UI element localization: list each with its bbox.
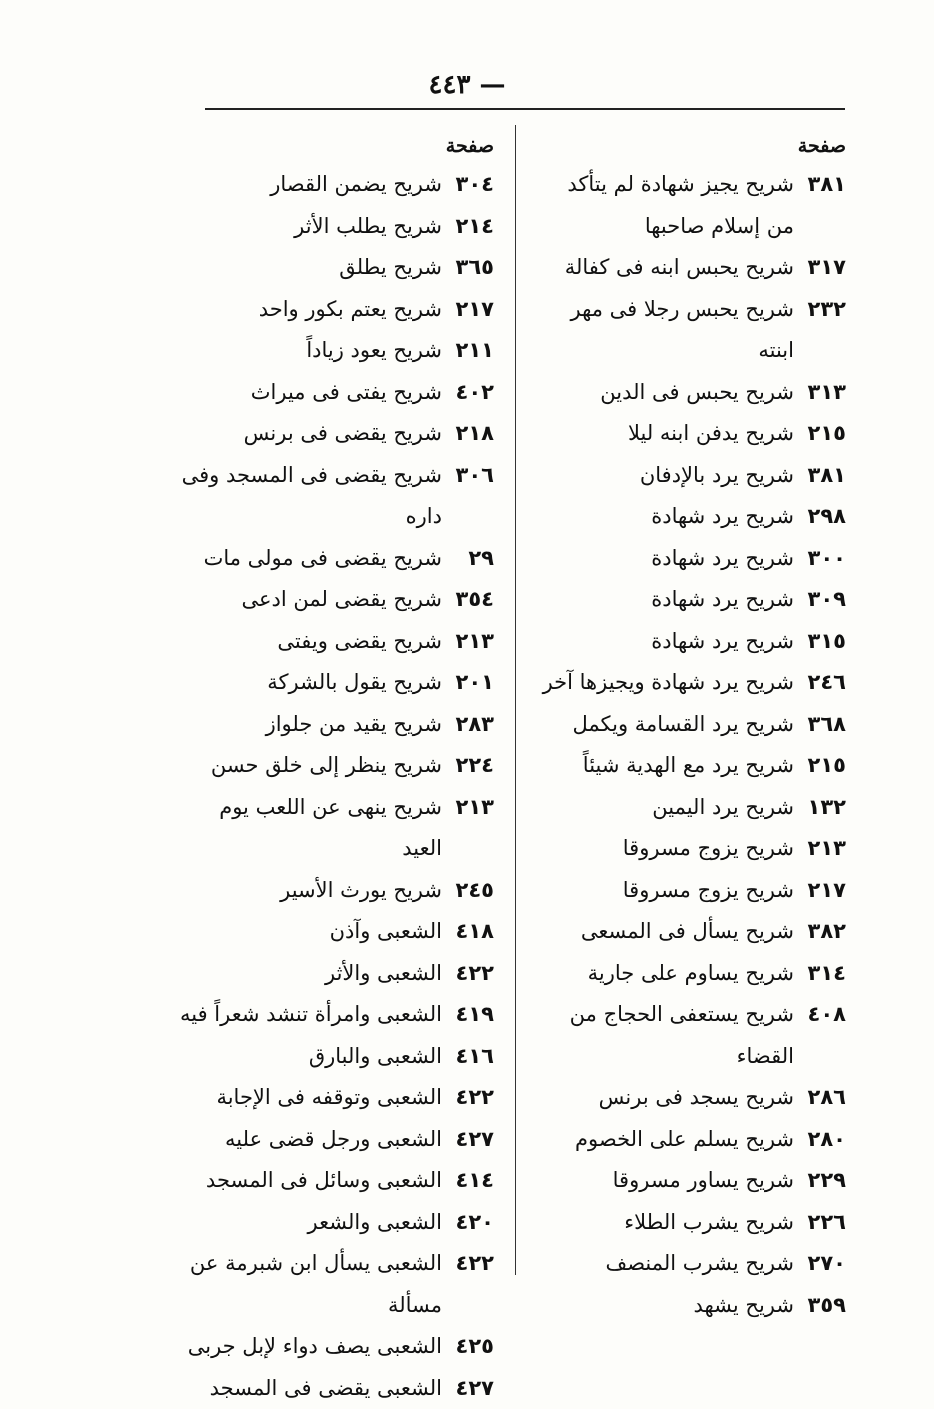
right-entries-list xyxy=(536,164,846,1326)
right-column-header: صفحة xyxy=(536,128,846,164)
entry-page-number: ٢١٤ xyxy=(442,206,494,248)
entry-text: شريح يشهد xyxy=(536,1285,794,1327)
index-entry xyxy=(174,662,494,704)
entry-text: شريح يساوم على جارية xyxy=(536,953,794,995)
entry-text: شريح يقيد من جلواز xyxy=(174,704,442,746)
entry-text: شريح ينظر إلى خلق حسن xyxy=(174,745,442,787)
entry-page-number: ٤٢٢ xyxy=(442,1243,494,1285)
entry-text: شريح يساور مسروقا xyxy=(536,1160,794,1202)
entry-page-number: ٢٧٠ xyxy=(794,1243,846,1285)
index-entry xyxy=(174,1368,494,1409)
entry-text: شريح يسجد فى برنس xyxy=(536,1077,794,1119)
entry-text: شريح يعود زياداً xyxy=(174,330,442,372)
entry-text: شريح يضمن القصار xyxy=(174,164,442,206)
entry-page-number: ٢١٣ xyxy=(442,621,494,663)
index-entry xyxy=(536,247,846,289)
entry-text: شريح يرد بالإدفان xyxy=(536,455,794,497)
entry-text: شريح يرد شهادة xyxy=(536,621,794,663)
index-entry xyxy=(536,372,846,414)
entry-text: شريح يسلم على الخصوم xyxy=(536,1119,794,1161)
entry-page-number: ٢٢٩ xyxy=(794,1160,846,1202)
entry-page-number: ٣١٧ xyxy=(794,247,846,289)
index-entry xyxy=(536,911,846,953)
index-entry xyxy=(536,1285,846,1327)
entry-text: شريح يقضى فى مولى مات xyxy=(174,538,442,580)
entry-page-number: ٣٨١ xyxy=(794,164,846,206)
index-entry xyxy=(536,828,846,870)
entry-text: شريح يرد اليمين xyxy=(536,787,794,829)
index-entry xyxy=(174,621,494,663)
index-entry xyxy=(174,455,494,538)
index-entry xyxy=(536,787,846,829)
index-entry xyxy=(536,413,846,455)
entry-page-number: ٢٤٥ xyxy=(442,870,494,912)
entry-page-number: ٤٢٢ xyxy=(442,1077,494,1119)
entry-text: الشعبى ورجل قضى عليه xyxy=(174,1119,442,1161)
entry-page-number: ٢٠١ xyxy=(442,662,494,704)
index-entry xyxy=(174,1326,494,1368)
entry-page-number: ٣٠٦ xyxy=(442,455,494,497)
entry-page-number: ٣٠٠ xyxy=(794,538,846,580)
entry-text: شريح يقضى ويفتى xyxy=(174,621,442,663)
column-divider xyxy=(515,125,516,1275)
index-entry xyxy=(174,787,494,870)
entry-text: شريح يقضى فى المسجد وفى داره xyxy=(174,455,442,538)
entry-text: الشعبى والشعر xyxy=(174,1202,442,1244)
entry-text: الشعبى يقضى فى المسجد xyxy=(174,1368,442,1409)
entry-page-number: ٢١١ xyxy=(442,330,494,372)
entry-page-number: ٣٨٢ xyxy=(794,911,846,953)
entry-page-number: ٢٣٢ xyxy=(794,289,846,331)
entry-page-number: ٤٠٢ xyxy=(442,372,494,414)
entry-text: شريح يعتم بكور واحد xyxy=(174,289,442,331)
entry-text: شريح يسأل فى المسعى xyxy=(536,911,794,953)
entry-page-number: ٢١٧ xyxy=(794,870,846,912)
entry-text: شريح يدفن ابنه ليلا xyxy=(536,413,794,455)
entry-text: شريح يرد شهادة ويجيزها آخر xyxy=(536,662,794,704)
index-entry xyxy=(174,1202,494,1244)
index-entry xyxy=(536,538,846,580)
entry-page-number: ٣٠٩ xyxy=(794,579,846,621)
entry-text: شريح يجيز شهادة لم يتأكد من إسلام صاحبها xyxy=(536,164,794,247)
entry-text: شريح يزوج مسروقا xyxy=(536,870,794,912)
entry-page-number: ٢٢٤ xyxy=(442,745,494,787)
entry-page-number: ٤٢٠ xyxy=(442,1202,494,1244)
entry-page-number: ٢٤٦ xyxy=(794,662,846,704)
index-entry xyxy=(174,372,494,414)
index-entry xyxy=(174,953,494,995)
index-entry xyxy=(536,164,846,247)
entry-text: الشعبى وآذن xyxy=(174,911,442,953)
index-entry xyxy=(536,1160,846,1202)
entry-text: شريح يحبس ابنه فى كفالة xyxy=(536,247,794,289)
entry-text: شريح يرد شهادة xyxy=(536,538,794,580)
left-column xyxy=(174,128,494,1409)
index-entry xyxy=(174,994,494,1036)
index-entry xyxy=(174,413,494,455)
index-entry xyxy=(174,330,494,372)
entry-text: شريح يقضى لمن ادعى xyxy=(174,579,442,621)
entry-text: شريح يقول بالشركة xyxy=(174,662,442,704)
entry-page-number: ٢١٣ xyxy=(442,787,494,829)
left-column-header: صفحة xyxy=(174,128,494,164)
entry-page-number: ٤٢٧ xyxy=(442,1368,494,1409)
index-entry xyxy=(174,870,494,912)
entry-page-number: ١٣٢ xyxy=(794,787,846,829)
index-entry xyxy=(174,1243,494,1326)
index-entry xyxy=(174,1036,494,1078)
entry-text: شريح يرد القسامة ويكمل xyxy=(536,704,794,746)
index-entry xyxy=(174,704,494,746)
entry-page-number: ٢٩ xyxy=(442,538,494,580)
entry-page-number: ٢٨٦ xyxy=(794,1077,846,1119)
index-entry xyxy=(536,662,846,704)
index-entry xyxy=(174,1119,494,1161)
entry-text: شريح يحبس فى الدين xyxy=(536,372,794,414)
index-entry xyxy=(536,870,846,912)
index-entry xyxy=(536,621,846,663)
index-entry xyxy=(536,994,846,1077)
index-entry xyxy=(536,953,846,995)
entry-page-number: ٢١٥ xyxy=(794,745,846,787)
index-entry xyxy=(174,164,494,206)
entry-text: شريح يحبس رجلا فى مهر ابنته xyxy=(536,289,794,372)
entry-page-number: ٢١٧ xyxy=(442,289,494,331)
index-entry xyxy=(174,1160,494,1202)
entry-page-number: ٢١٨ xyxy=(442,413,494,455)
entry-text: شريح يورث الأسير xyxy=(174,870,442,912)
index-entry xyxy=(536,704,846,746)
entry-page-number: ٣١٤ xyxy=(794,953,846,995)
index-entry xyxy=(536,579,846,621)
index-entry xyxy=(536,1202,846,1244)
index-entry xyxy=(536,455,846,497)
index-entry xyxy=(536,1077,846,1119)
entry-text: شريح يشرب المنصف xyxy=(536,1243,794,1285)
entry-page-number: ٣٠٤ xyxy=(442,164,494,206)
index-entry xyxy=(174,538,494,580)
entry-page-number: ٤١٤ xyxy=(442,1160,494,1202)
top-rule xyxy=(205,108,845,110)
index-entry xyxy=(174,289,494,331)
entry-text: شريح ينهى عن اللعب يوم العيد xyxy=(174,787,442,870)
index-entry xyxy=(174,911,494,953)
index-entry xyxy=(536,289,846,372)
entry-page-number: ٢١٥ xyxy=(794,413,846,455)
entry-text: شريح يزوج مسروقا xyxy=(536,828,794,870)
entry-text: شريح يفتى فى ميراث xyxy=(174,372,442,414)
entry-text: شريح يرد مع الهدية شيئاً xyxy=(536,745,794,787)
index-entry xyxy=(536,496,846,538)
entry-text: الشعبى وسائل فى المسجد xyxy=(174,1160,442,1202)
entry-page-number: ٢٩٨ xyxy=(794,496,846,538)
entry-page-number: ٤٢٢ xyxy=(442,953,494,995)
entry-page-number: ٤١٨ xyxy=(442,911,494,953)
index-entry xyxy=(174,1077,494,1119)
entry-text: شريح يرد شهادة xyxy=(536,496,794,538)
entry-text: شريح يستعفى الحجاج من القضاء xyxy=(536,994,794,1077)
entry-page-number: ٤٢٥ xyxy=(442,1326,494,1368)
entry-page-number: ٣٦٨ xyxy=(794,704,846,746)
entry-text: الشعبى وتوقفه فى الإجابة xyxy=(174,1077,442,1119)
index-entry xyxy=(536,1119,846,1161)
right-column xyxy=(536,128,846,1326)
left-entries-list xyxy=(174,164,494,1409)
entry-text: شريح يشرب الطلاء xyxy=(536,1202,794,1244)
entry-text: شريح يطلق xyxy=(174,247,442,289)
entry-page-number: ٣٥٩ xyxy=(794,1285,846,1327)
page-number: ٤٤٣ — xyxy=(0,70,934,100)
entry-text: الشعبى والأثر xyxy=(174,953,442,995)
entry-page-number: ٣٥٤ xyxy=(442,579,494,621)
index-entry xyxy=(174,247,494,289)
entry-text: الشعبى وامرأة تنشد شعراً فيه xyxy=(174,994,442,1036)
index-entry xyxy=(174,579,494,621)
entry-page-number: ٣٦٥ xyxy=(442,247,494,289)
entry-text: الشعبى يسأل ابن شبرمة عن مسألة xyxy=(174,1243,442,1326)
entry-page-number: ٣٨١ xyxy=(794,455,846,497)
entry-page-number: ٢٨٠ xyxy=(794,1119,846,1161)
entry-page-number: ٣١٣ xyxy=(794,372,846,414)
entry-page-number: ٢٨٣ xyxy=(442,704,494,746)
entry-text: شريح يقضى فى برنس xyxy=(174,413,442,455)
entry-page-number: ٤١٦ xyxy=(442,1036,494,1078)
entry-page-number: ٢٢٦ xyxy=(794,1202,846,1244)
entry-text: شريح يرد شهادة xyxy=(536,579,794,621)
entry-page-number: ٤١٩ xyxy=(442,994,494,1036)
entry-text: شريح يطلب الأثر xyxy=(174,206,442,248)
index-entry xyxy=(174,206,494,248)
index-entry xyxy=(536,1243,846,1285)
index-entry xyxy=(536,745,846,787)
index-entry xyxy=(174,745,494,787)
entry-page-number: ٤٠٨ xyxy=(794,994,846,1036)
entry-page-number: ٢١٣ xyxy=(794,828,846,870)
entry-page-number: ٣١٥ xyxy=(794,621,846,663)
entry-text: الشعبى يصف دواء لإبل جربى xyxy=(174,1326,442,1368)
entry-page-number: ٤٢٧ xyxy=(442,1119,494,1161)
entry-text: الشعبى والبارق xyxy=(174,1036,442,1078)
